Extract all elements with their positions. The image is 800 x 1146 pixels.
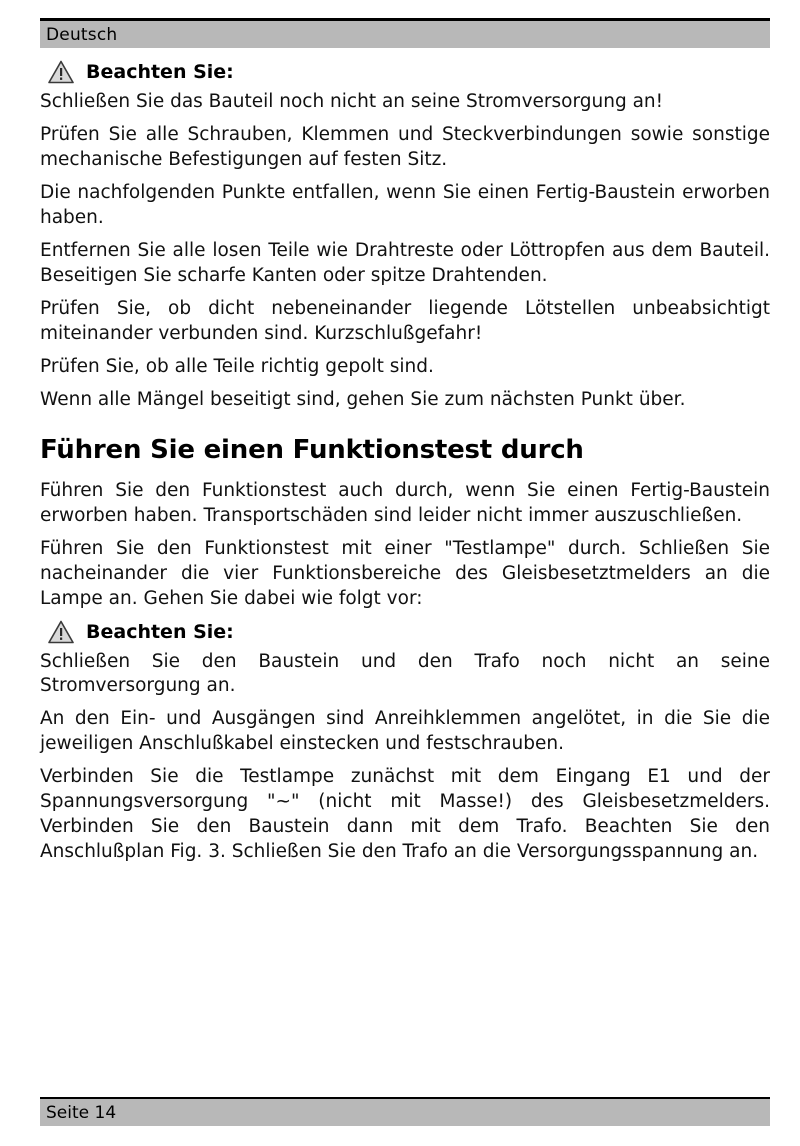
notice-title-1: Beachten Sie:	[86, 61, 234, 83]
paragraph: Die nachfolgenden Punkte entfallen, wenn Sie einen Fertig-Baustein erworben haben.	[40, 181, 770, 228]
paragraph: Prüfen Sie, ob dicht nebeneinander liegende Lötstellen unbeabsichtigt miteinander verbunden sind. Kurzschlußgefahr!	[40, 297, 770, 344]
paragraph: Schließen Sie den Baustein und den Trafo noch nicht an seine Stromversorgung an.	[40, 650, 770, 697]
notice-block-2	[48, 620, 770, 644]
paragraph: An den Ein- und Ausgängen sind Anreihklemmen angelötet, in die Sie die jeweiligen Anschlußkabel einstecken und festschrauben.	[40, 708, 770, 755]
paragraph: Wenn alle Mängel beseitigt sind, gehen Sie zum nächsten Punkt über.	[40, 388, 686, 410]
paragraph: Verbinden Sie die Testlampe zunächst mit dem Eingang E1 und der Spannungsversorgung "~" (nicht mit Masse!) des Gleisbesetzmelders. Verbinden Sie den Baustein dann mit dem Trafo. Beachten Sie den Anschlußplan Fig. 3. Schließen Sie den Trafo an die Versorgungsspannung an.	[40, 766, 770, 863]
page-header	[40, 21, 770, 48]
paragraph: Führen Sie den Funktionstest mit einer "Testlampe" durch. Schließen Sie nacheinander die vier Funktionsbereiche des Gleisbesetztmelders an die Lampe an. Gehen Sie dabei wie folgt vor:	[40, 537, 770, 609]
page-content	[40, 56, 770, 1094]
header-language-label: Deutsch	[46, 24, 118, 45]
paragraph: Prüfen Sie alle Schrauben, Klemmen und Steckverbindungen sowie sonstige mechanische Befestigungen auf festen Sitz.	[40, 123, 770, 170]
section-heading: Führen Sie einen Funktionstest durch	[40, 434, 584, 465]
footer-page-label: Seite 14	[46, 1102, 117, 1123]
page-footer	[40, 1099, 770, 1126]
paragraph: Entfernen Sie alle losen Teile wie Drahtreste oder Löttropfen aus dem Bauteil. Beseitigen Sie scharfe Kanten oder spitze Drahtenden.	[40, 239, 770, 286]
notice-title-2: Beachten Sie:	[86, 620, 234, 643]
paragraph: Führen Sie den Funktionstest auch durch, wenn Sie einen Fertig-Baustein erworben haben. Transportschäden sind leider nicht immer auszuschließen.	[40, 479, 770, 526]
warning-triangle-icon	[48, 620, 74, 644]
notice-block-1	[48, 60, 770, 84]
paragraph: Schließen Sie das Bauteil noch nicht an seine Stromversorgung an!	[40, 91, 664, 112]
paragraph: Prüfen Sie, ob alle Teile richtig gepolt sind.	[40, 355, 434, 377]
warning-triangle-icon	[48, 60, 74, 84]
